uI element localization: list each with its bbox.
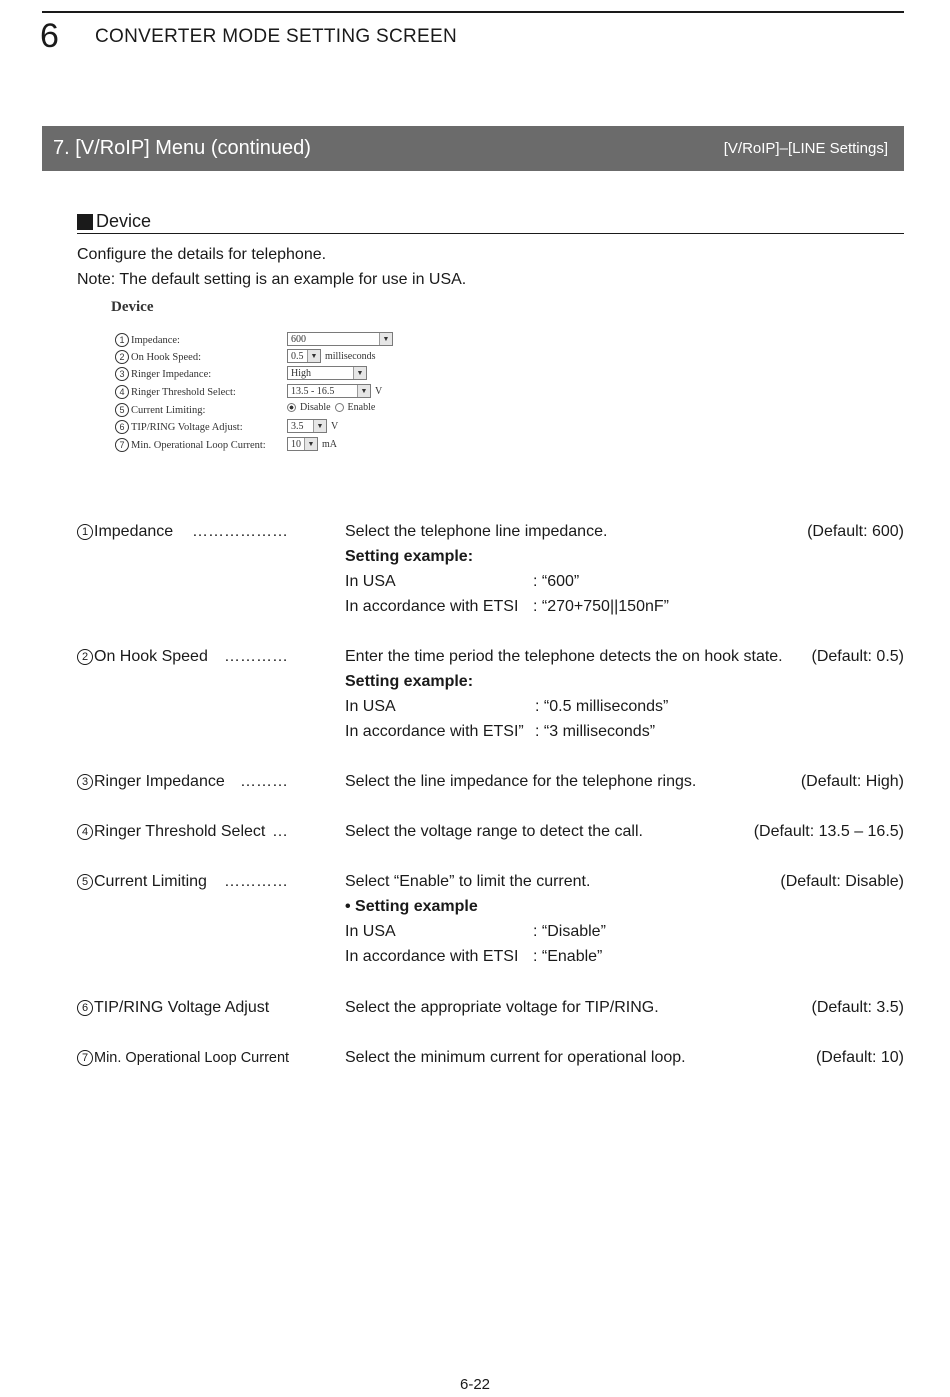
tip-ring-voltage-select[interactable] [287, 419, 327, 433]
number-badge: 4 [115, 385, 129, 399]
top-rule [42, 11, 904, 13]
chapter-title: CONVERTER MODE SETTING SCREEN [95, 26, 457, 47]
term-label: Current Limiting [94, 873, 207, 890]
section-rule [77, 233, 904, 234]
section-heading-text: Device [96, 211, 152, 231]
number-badge: 5 [77, 874, 93, 890]
chevron-down-icon: ▼ [353, 367, 366, 379]
term-label: Min. Operational Loop Current [94, 1050, 290, 1066]
chevron-down-icon: ▼ [357, 385, 370, 397]
leader-dots: ……… [240, 773, 288, 790]
item-description: Enter the time period the telephone detects the on hook state. [345, 648, 783, 665]
example-value: : “270+750||150nF” [533, 598, 669, 615]
unit-label: milliseconds [325, 350, 376, 362]
example-label: In accordance with ETSI” [345, 723, 524, 740]
number-badge: 7 [77, 1050, 93, 1066]
example-heading: • Setting example [345, 898, 478, 915]
item-description: Select “Enable” to limit the current. [345, 873, 591, 890]
number-badge: 5 [115, 403, 129, 417]
loop-current-select[interactable] [287, 437, 318, 451]
example-label: In USA [345, 573, 396, 590]
term-label: Ringer Threshold Select [94, 823, 266, 840]
screenshot-row-loop-current [115, 437, 415, 453]
item-default: (Default: 3.5) [811, 999, 904, 1016]
screenshot-row-ringer-impedance [115, 366, 415, 382]
term-label: Ringer Impedance [94, 773, 225, 790]
example-heading: Setting example: [345, 548, 474, 565]
item-description: Select the appropriate voltage for TIP/RING. [345, 999, 659, 1016]
example-value: : “Enable” [533, 948, 603, 965]
screenshot-row-current-limiting [115, 402, 415, 418]
section-heading [77, 211, 151, 232]
item-default: (Default: 13.5 – 16.5) [753, 823, 904, 840]
row-label: Ringer Impedance: [131, 369, 212, 380]
device-settings-screenshot [110, 298, 410, 458]
example-heading: Setting example: [345, 673, 474, 690]
number-badge: 2 [77, 649, 93, 665]
item-default: (Default: 0.5) [811, 648, 904, 665]
unit-label: V [331, 420, 339, 432]
example-label: In accordance with ETSI [345, 948, 519, 965]
item-description: Select the line impedance for the telephone rings. [345, 773, 697, 790]
example-value: : “3 milliseconds” [535, 723, 656, 740]
row-label: Current Limiting: [131, 405, 206, 416]
select-value: 600 [291, 333, 306, 345]
item-term [77, 999, 269, 1017]
radio-label: Disable [300, 402, 331, 413]
section-banner [42, 126, 904, 171]
select-value: 3.5 [291, 420, 304, 432]
row-label: TIP/RING Voltage Adjust: [131, 422, 243, 433]
leader-dots: … [272, 823, 288, 840]
item-default: (Default: 600) [807, 523, 904, 540]
select-value: High [291, 367, 311, 379]
term-label: TIP/RING Voltage Adjust [94, 999, 270, 1016]
leader-dots: ………… [224, 648, 288, 665]
term-label: On Hook Speed [94, 648, 208, 665]
example-value: : “600” [533, 573, 580, 590]
intro-text-1: Configure the details for telephone. [77, 246, 327, 263]
example-value: : “Disable” [533, 923, 606, 940]
banner-path: [V/RoIP]–[LINE Settings] [723, 140, 888, 157]
ringer-threshold-select[interactable] [287, 384, 371, 398]
screenshot-row-impedance [115, 332, 415, 348]
leader-dots: ………… [224, 873, 288, 890]
row-label: Ringer Threshold Select: [131, 387, 236, 398]
unit-label: V [375, 385, 383, 397]
select-value: 0.5 [291, 350, 304, 362]
example-label: In USA [345, 923, 396, 940]
screenshot-row-on-hook-speed [115, 349, 415, 365]
row-label: Min. Operational Loop Current: [131, 440, 266, 451]
impedance-select[interactable] [287, 332, 393, 346]
item-default: (Default: 10) [815, 1049, 904, 1066]
number-badge: 4 [77, 824, 93, 840]
item-default: (Default: High) [800, 773, 904, 790]
chevron-down-icon: ▼ [379, 333, 392, 345]
number-badge: 2 [115, 350, 129, 364]
leader-dots: ……………… [192, 523, 288, 540]
number-badge: 6 [115, 420, 129, 434]
item-description: Select the minimum current for operational loop. [345, 1049, 686, 1066]
square-bullet-icon [77, 214, 93, 230]
chevron-down-icon: ▼ [304, 438, 317, 450]
select-value: 10 [291, 438, 301, 450]
radio-label: Enable [347, 402, 376, 413]
screenshot-row-tip-ring-voltage [115, 419, 415, 435]
number-badge: 7 [115, 438, 129, 452]
number-badge: 3 [77, 774, 93, 790]
screenshot-row-ringer-threshold [115, 384, 415, 400]
item-description: Select the telephone line impedance. [345, 523, 608, 540]
chevron-down-icon: ▼ [313, 420, 326, 432]
number-badge: 1 [115, 333, 129, 347]
unit-label: mA [322, 438, 337, 450]
number-badge: 6 [77, 1000, 93, 1016]
banner-title: 7. [V/RoIP] Menu (continued) [53, 137, 311, 159]
item-term [77, 1049, 289, 1067]
enable-radio[interactable] [335, 403, 344, 412]
number-badge: 3 [115, 367, 129, 381]
example-value: : “0.5 milliseconds” [535, 698, 669, 715]
row-label: On Hook Speed: [131, 352, 201, 363]
example-label: In accordance with ETSI [345, 598, 519, 615]
intro-text-2: Note: The default setting is an example for use in USA. [77, 271, 467, 288]
term-label: Impedance [94, 523, 174, 540]
disable-radio[interactable] [287, 403, 296, 412]
example-label: In USA [345, 698, 396, 715]
on-hook-speed-select[interactable] [287, 349, 321, 363]
item-description: Select the voltage range to detect the call. [345, 823, 643, 840]
row-label: Impedance: [131, 335, 180, 346]
number-badge: 1 [77, 524, 93, 540]
page-number: 6-22 [459, 1376, 491, 1393]
chapter-number: 6 [40, 17, 59, 55]
screenshot-title: Device [111, 299, 154, 315]
chevron-down-icon: ▼ [307, 350, 320, 362]
item-default: (Default: Disable) [780, 873, 904, 890]
ringer-impedance-select[interactable] [287, 366, 367, 380]
select-value: 13.5 - 16.5 [291, 385, 335, 397]
